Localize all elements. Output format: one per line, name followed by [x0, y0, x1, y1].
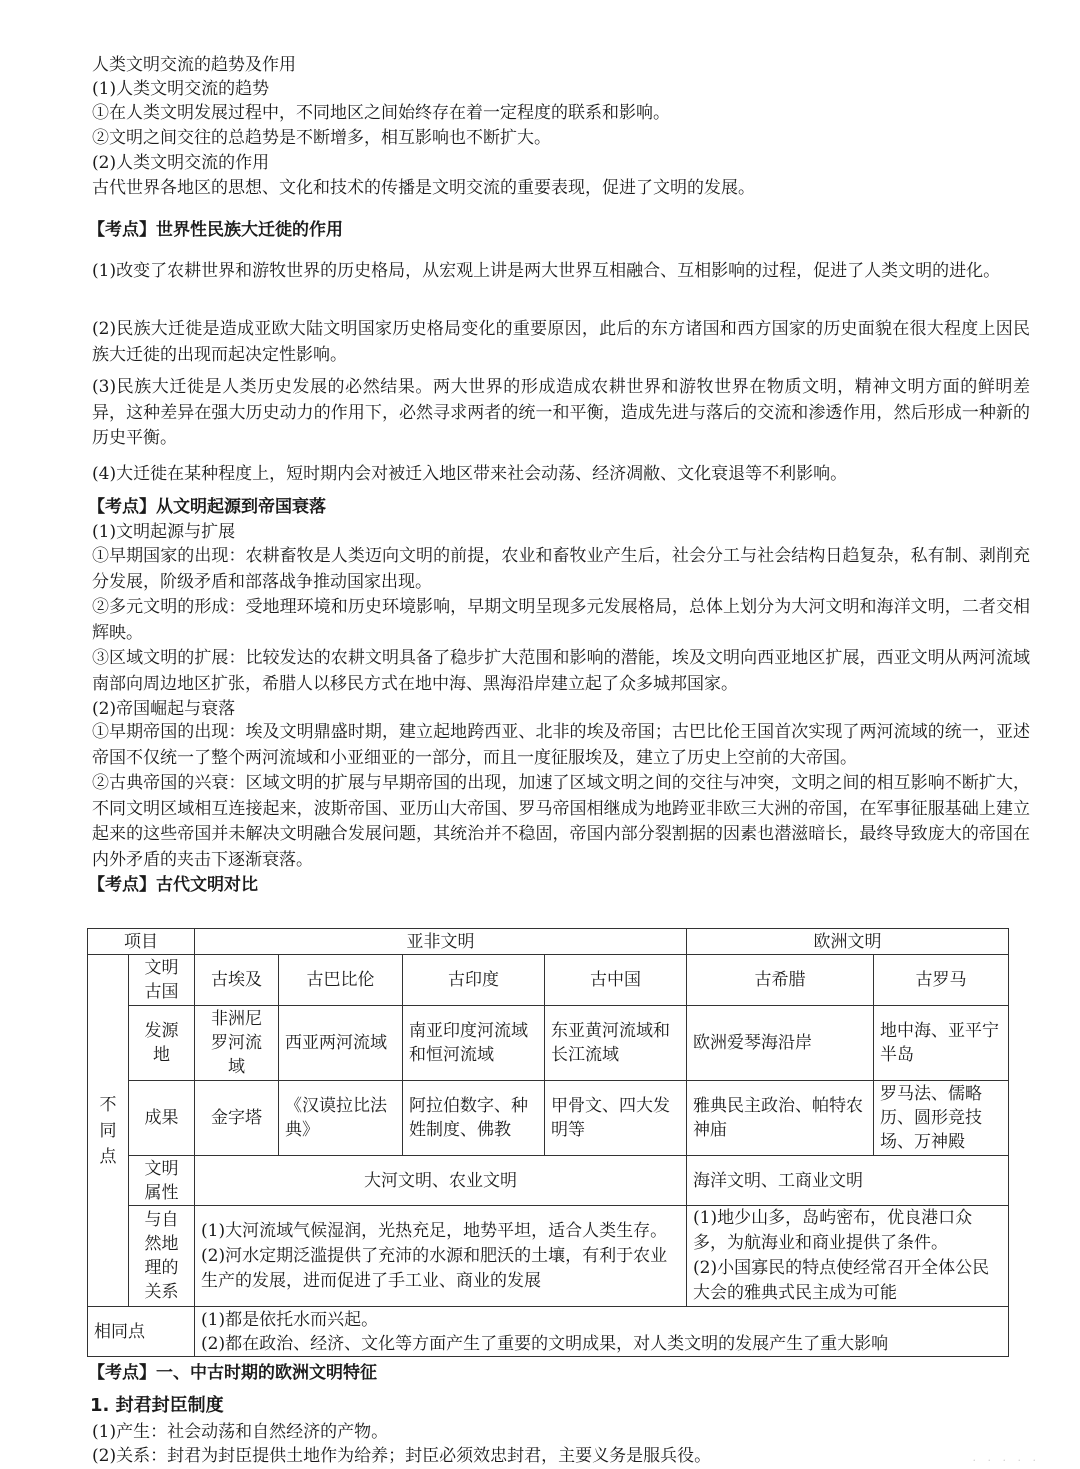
row-label-text: 与自然地理的关系: [144, 1210, 179, 1302]
table-cell: [687, 1206, 1009, 1307]
table-cell: 《汉谟拉比法典》: [279, 1081, 403, 1156]
subheading: 1. 封君封臣制度: [90, 1395, 224, 1416]
row-label-text: 文明古国: [144, 958, 179, 1002]
table-cell: 南亚印度河流域和恒河流域: [403, 1006, 545, 1081]
paragraph: ②多元文明的形成：受地理环境和历史环境影响，早期文明呈现多元发展格局，总体上划分为大河文明和海洋文明，二者交相辉映。: [92, 597, 1030, 643]
row-label: [129, 1206, 195, 1307]
row-label-text: 文明属性: [144, 1158, 179, 1203]
table-cell: 古希腊: [687, 955, 874, 1006]
same-label: 相同点: [88, 1307, 195, 1357]
table-cell: 西亚两河流域: [279, 1006, 403, 1081]
header-item: 项目: [88, 929, 195, 955]
table-row: [88, 1206, 1009, 1307]
paragraph: ①早期帝国的出现：埃及文明鼎盛时期，建立起地跨西亚、北非的埃及帝国；古巴比伦王国首次实现了两河流域的统一，亚述帝国不仅统一了整个两河流域和小亚细亚的一部分，而且一度征服埃及，建立了历史上空前的大帝国。: [92, 722, 1030, 768]
paragraph: ①早期国家的出现：农耕畜牧是人类迈向文明的前提，农业和畜牧业产生后，社会分工与社会结构日趋复杂，私有制、剥削充分发展，阶级矛盾和部落战争推动国家出现。: [92, 546, 1030, 592]
table-cell: 古巴比伦: [279, 955, 403, 1006]
subheading: (2)帝国崛起与衰落: [92, 699, 236, 719]
table-cell: 海洋文明、工商业文明: [687, 1156, 1009, 1206]
table-cell-text: 非洲尼罗河流域: [211, 1009, 262, 1077]
table-row: [88, 955, 1009, 1006]
diff-label-text: 不同点: [99, 1094, 117, 1167]
subheading: (1)文明起源与扩展: [92, 522, 236, 542]
paragraph: (4)大迁徙在某种程度上，短时期内会对被迁入地区带来社会动荡、经济凋敝、文化衰退等不利影响。: [92, 464, 848, 484]
table-cell: 古埃及: [195, 955, 279, 1006]
cell-line: (1)大河流域气候湿润，光热充足，地势平坦，适合人类生存。: [201, 1220, 668, 1241]
header-europe: 欧洲文明: [687, 929, 1009, 955]
watermark: · · · · ·: [972, 1454, 1040, 1467]
table-row: [88, 1156, 1009, 1206]
table-cell: 地中海、亚平宁半岛: [874, 1006, 1009, 1081]
subheading: (1)人类文明交流的趋势: [92, 79, 270, 99]
table-cell: [195, 1307, 1009, 1357]
table-cell: 罗马法、儒略历、圆形竞技场、万神殿: [874, 1081, 1009, 1156]
table-cell: [195, 1006, 279, 1081]
table-cell: 大河文明、农业文明: [195, 1156, 687, 1206]
section-heading: 【考点】古代文明对比: [88, 875, 258, 895]
table-cell: 欧洲爱琴海沿岸: [687, 1006, 874, 1081]
table-row-same: [88, 1307, 1009, 1357]
table-cell: 甲骨文、四大发明等: [545, 1081, 687, 1156]
cell-line: (2)河水定期泛滥提供了充沛的水源和肥沃的土壤，有利于农业生产的发展，进而促进了手工业、商业的发展: [201, 1245, 668, 1291]
table-cell: 阿拉伯数字、种姓制度、佛教: [403, 1081, 545, 1156]
paragraph: (1)改变了农耕世界和游牧世界的历史格局，从宏观上讲是两大世界互相融合、互相影响的过程，促进了人类文明的进化。: [92, 261, 1001, 281]
row-label-text: 发源地: [144, 1021, 179, 1065]
table-cell: [195, 1206, 687, 1307]
table-header-row: [88, 929, 1009, 955]
table-row: [88, 1081, 1009, 1156]
cell-line: (2)都在政治、经济、文化等方面产生了重要的文明成果，对人类文明的发展产生了重大影响: [201, 1333, 889, 1354]
point: ①在人类文明发展过程中，不同地区之间始终存在着一定程度的联系和影响。: [92, 103, 670, 123]
header-asia-africa: 亚非文明: [195, 929, 687, 955]
table-cell: 金字塔: [195, 1081, 279, 1156]
paragraph: ③区域文明的扩展：比较发达的农耕文明具备了稳步扩大范围和影响的潜能，埃及文明向西亚地区扩展，西亚文明从两河流域南部向周边地区扩张，希腊人以移民方式在地中海、黑海沿岸建立起了众多城邦国家。: [92, 648, 1030, 694]
diff-label: [88, 955, 129, 1307]
row-label: 成果: [129, 1081, 195, 1156]
subheading: (2)人类文明交流的作用: [92, 153, 270, 173]
paragraph: ②古典帝国的兴衰：区域文明的扩展与早期帝国的出现，加速了区域文明之间的交往与冲突，文明之间的相互影响不断扩大，不同文明区域相互连接起来，波斯帝国、亚历山大帝国、罗马帝国相继成为地跨亚非欧三大洲的帝国，在军事征服基础上建立起来的这些帝国并未解决文明融合发展问题，其统治并不稳固，帝国内部分裂割据的因素也潜滋暗长，最终导致庞大的帝国在内外矛盾的夹击下逐渐衰落。: [92, 773, 1030, 870]
row-label: [129, 1006, 195, 1081]
paragraph: (3)民族大迁徙是人类历史发展的必然结果。两大世界的形成造成农耕世界和游牧世界在物质文明，精神文明方面的鲜明差异，这种差异在强大历史动力的作用下，必然寻求两者的统一和平衡，造成先进与落后的交流和渗透作用，然后形成一种新的历史平衡。: [92, 377, 1030, 448]
point: ②文明之间交往的总趋势是不断增多，相互影响也不断扩大。: [92, 128, 551, 148]
list-item: (1)产生：社会动荡和自然经济的产物。: [92, 1422, 389, 1442]
civilization-comparison-table: [87, 928, 1009, 1357]
row-label: [129, 1156, 195, 1206]
section-heading: 【考点】从文明起源到帝国衰落: [88, 497, 326, 517]
table-row: [88, 1006, 1009, 1081]
table-cell: 古中国: [545, 955, 687, 1006]
section-title: 人类文明交流的趋势及作用: [92, 55, 296, 75]
cell-line: (1)地少山多，岛屿密布，优良港口众多，为航海业和商业提供了条件。: [693, 1208, 973, 1253]
table-cell: 东亚黄河流域和长江流域: [545, 1006, 687, 1081]
table-cell: 古罗马: [874, 955, 1009, 1006]
row-label: [129, 955, 195, 1006]
table-cell: 古印度: [403, 955, 545, 1006]
point: 古代世界各地区的思想、文化和技术的传播是文明交流的重要表现，促进了文明的发展。: [92, 178, 755, 198]
section-heading: 【考点】世界性民族大迁徙的作用: [88, 220, 343, 240]
paragraph: (2)民族大迁徙是造成亚欧大陆文明国家历史格局变化的重要原因，此后的东方诸国和西方国家的历史面貌在很大程度上因民族大迁徙的出现而起决定性影响。: [92, 319, 1030, 365]
section-heading: 【考点】一、中古时期的欧洲文明特征: [88, 1363, 377, 1383]
cell-line: (1)都是依托水而兴起。: [201, 1309, 379, 1330]
cell-line: (2)小国寡民的特点使经常召开全体公民大会的雅典式民主成为可能: [693, 1258, 990, 1303]
table-cell: 雅典民主政治、帕特农神庙: [687, 1081, 874, 1156]
list-item: (2)关系：封君为封臣提供土地作为给养；封臣必须效忠封君，主要义务是服兵役。: [92, 1446, 712, 1466]
